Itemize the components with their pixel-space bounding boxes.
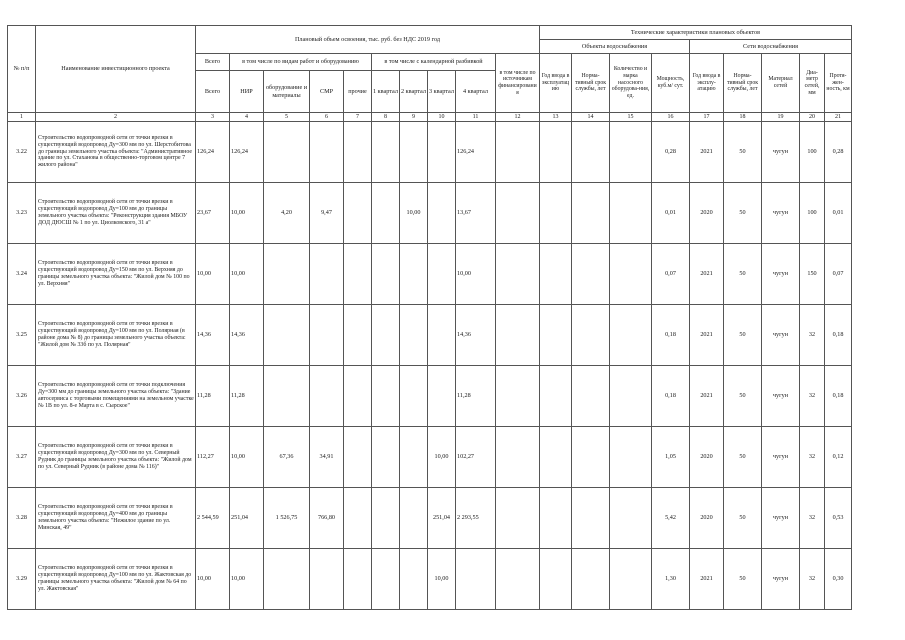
cell-pump: [610, 244, 652, 305]
table-row: [8, 366, 852, 427]
cell-nir: 126,24: [230, 122, 264, 183]
cell-name: Строительство водопроводной сети от точки врезки в существующий водопровод Ду=400 мм до границы земельного участка объекта: "Нежилое здание по ул. Минская, 49": [36, 488, 196, 549]
cell-smr: [310, 366, 344, 427]
header-planned-volume: Плановый объем освоения, тыс. руб. без НДС 2019 год: [196, 26, 540, 54]
header-number: № п/п: [8, 26, 36, 113]
cell-q1: [372, 183, 400, 244]
cell-mat: чугун: [762, 366, 800, 427]
cell-pump: [610, 122, 652, 183]
header-tech-characteristics: Технические характеристики плановых объектов: [540, 26, 852, 40]
cell-q3: [428, 244, 456, 305]
cell-n_year: 2020: [690, 183, 724, 244]
cell-pump: [610, 549, 652, 610]
header-nir: НИР: [230, 71, 264, 113]
cell-cap: 0,01: [652, 183, 690, 244]
column-index: 16: [652, 113, 690, 122]
cell-num: 3.25: [8, 305, 36, 366]
cell-source: [496, 488, 540, 549]
cell-n_year: 2021: [690, 549, 724, 610]
cell-pump: [610, 488, 652, 549]
cell-num: 3.29: [8, 549, 36, 610]
table-row: [8, 244, 852, 305]
header-capacity: Мощность, куб.м/ сут.: [652, 54, 690, 113]
cell-q1: [372, 427, 400, 488]
cell-nir: 10,00: [230, 183, 264, 244]
cell-source: [496, 366, 540, 427]
column-index: 21: [825, 113, 852, 122]
cell-smr: 9,47: [310, 183, 344, 244]
cell-len: 0,18: [825, 305, 852, 366]
cell-q2: [400, 366, 428, 427]
cell-pump: [610, 366, 652, 427]
cell-num: 3.26: [8, 366, 36, 427]
cell-y_in: [540, 244, 572, 305]
cell-n_norm: 50: [724, 244, 762, 305]
column-index: 10: [428, 113, 456, 122]
cell-total: 112,27: [196, 427, 230, 488]
cell-name: Строительство водопроводной сети от точки врезки в существующий водопровод Ду=100 мм до границы земельного участка объекта: "Реконструкция здания МБОУ ДОД ДЮСШ № 1 по ул. Циолковского, 31 а": [36, 183, 196, 244]
cell-y_in: [540, 488, 572, 549]
table-row: [8, 183, 852, 244]
cell-num: 3.22: [8, 122, 36, 183]
cell-q1: [372, 244, 400, 305]
cell-smr: [310, 244, 344, 305]
cell-n_year: 2020: [690, 427, 724, 488]
cell-len: 0,01: [825, 183, 852, 244]
cell-mat: чугун: [762, 305, 800, 366]
column-index: 19: [762, 113, 800, 122]
cell-mat: чугун: [762, 427, 800, 488]
cell-q2: [400, 427, 428, 488]
cell-cap: 1,05: [652, 427, 690, 488]
cell-len: 0,30: [825, 549, 852, 610]
header-q2: 2 квартал: [400, 71, 428, 113]
cell-source: [496, 427, 540, 488]
cell-diam: 32: [800, 305, 825, 366]
cell-cap: 0,18: [652, 366, 690, 427]
column-index: 11: [456, 113, 496, 122]
cell-norm: [572, 427, 610, 488]
cell-len: 0,07: [825, 244, 852, 305]
cell-equip: 1 526,75: [264, 488, 310, 549]
cell-q4: 102,27: [456, 427, 496, 488]
cell-mat: чугун: [762, 488, 800, 549]
cell-name: Строительство водопроводной сети от точки врезки в существующий водопровод Ду=300 мм по ул. Северный Рудник до границы земельного участка объекта: "Жилой дом по ул. Северный Рудник (в районе дома № 116)": [36, 427, 196, 488]
cell-smr: 766,80: [310, 488, 344, 549]
cell-n_year: 2021: [690, 244, 724, 305]
header-material: Материал сетей: [762, 54, 800, 113]
header-other: прочие: [344, 71, 372, 113]
cell-other: [344, 244, 372, 305]
header-by-work-type: в том числе по видам работ и оборудованию: [230, 54, 372, 71]
header-smr: СМР: [310, 71, 344, 113]
cell-y_in: [540, 427, 572, 488]
column-index: 4: [230, 113, 264, 122]
cell-diam: 32: [800, 366, 825, 427]
column-index: 1: [8, 113, 36, 122]
cell-mat: чугун: [762, 244, 800, 305]
header-diameter: Диа-метр сетей, мм: [800, 54, 825, 113]
column-index: 17: [690, 113, 724, 122]
cell-other: [344, 488, 372, 549]
header-equipment: оборудование и материалы: [264, 71, 310, 113]
column-index: 13: [540, 113, 572, 122]
cell-name: Строительство водопроводной сети от точки врезки в существующий водопровод Ду=150 мм по ул. Верхняя до границы земельного участка объекта: "Жилой дом № 100 по ул. Верхняя": [36, 244, 196, 305]
cell-q3: [428, 305, 456, 366]
table-row: [8, 122, 852, 183]
cell-name: Строительство водопроводной сети от точки врезки в существующий водопровод Ду=100 мм по ул. Жактовская до границы земельного участка объекта: "Жилой дом № 64 по ул. Жактовская": [36, 549, 196, 610]
cell-y_in: [540, 183, 572, 244]
cell-source: [496, 122, 540, 183]
header-net-year-in: Год ввода в эксплу-атацию: [690, 54, 724, 113]
cell-equip: [264, 244, 310, 305]
cell-num: 3.28: [8, 488, 36, 549]
cell-nir: 11,28: [230, 366, 264, 427]
cell-n_norm: 50: [724, 366, 762, 427]
cell-norm: [572, 305, 610, 366]
cell-norm: [572, 488, 610, 549]
cell-other: [344, 427, 372, 488]
column-index: 5: [264, 113, 310, 122]
cell-total: 10,00: [196, 244, 230, 305]
cell-smr: [310, 305, 344, 366]
cell-cap: 1,30: [652, 549, 690, 610]
cell-smr: [310, 122, 344, 183]
cell-q4: 10,00: [456, 244, 496, 305]
header-by-source: в том числе по источникам финансирования: [496, 54, 540, 113]
cell-num: 3.27: [8, 427, 36, 488]
cell-source: [496, 183, 540, 244]
cell-q1: [372, 122, 400, 183]
cell-source: [496, 244, 540, 305]
cell-n_year: 2021: [690, 305, 724, 366]
cell-len: 0,12: [825, 427, 852, 488]
cell-y_in: [540, 366, 572, 427]
header-pump-qty: Количество и марка насосного оборудова-ния, ед.: [610, 54, 652, 113]
cell-n_year: 2021: [690, 366, 724, 427]
cell-num: 3.23: [8, 183, 36, 244]
header-water-networks: Сети водоснабжения: [690, 40, 852, 54]
cell-q4: 11,28: [456, 366, 496, 427]
cell-equip: [264, 122, 310, 183]
cell-total: 10,00: [196, 549, 230, 610]
header-net-norm-life: Норма-тивный срок службы, лет: [724, 54, 762, 113]
cell-q1: [372, 305, 400, 366]
cell-nir: 251,04: [230, 488, 264, 549]
cell-other: [344, 122, 372, 183]
header-length: Протя-жен-ность, км: [825, 54, 852, 113]
column-index: 8: [372, 113, 400, 122]
header-total: Всего: [196, 71, 230, 113]
cell-y_in: [540, 305, 572, 366]
cell-name: Строительство водопроводной сети от точки подключения Ду=300 мм до границы земельного участка объекта: "Здание автосервиса с торговыми помещениями на земельном участке № 1В по ул. 8-е Марта в с. Сырское": [36, 366, 196, 427]
cell-norm: [572, 122, 610, 183]
cell-q2: [400, 549, 428, 610]
cell-q3: [428, 122, 456, 183]
cell-n_norm: 50: [724, 122, 762, 183]
cell-cap: 0,07: [652, 244, 690, 305]
cell-norm: [572, 366, 610, 427]
cell-q2: [400, 244, 428, 305]
cell-norm: [572, 183, 610, 244]
column-index: 15: [610, 113, 652, 122]
header-year-in: Год ввода в эксплуатацию: [540, 54, 572, 113]
cell-other: [344, 183, 372, 244]
column-index: 20: [800, 113, 825, 122]
cell-total: 11,28: [196, 366, 230, 427]
table-row: [8, 305, 852, 366]
cell-equip: 67,36: [264, 427, 310, 488]
cell-cap: 0,18: [652, 305, 690, 366]
cell-q1: [372, 549, 400, 610]
cell-mat: чугун: [762, 122, 800, 183]
column-index: 14: [572, 113, 610, 122]
cell-diam: 32: [800, 488, 825, 549]
cell-q4: 14,36: [456, 305, 496, 366]
cell-pump: [610, 305, 652, 366]
cell-num: 3.24: [8, 244, 36, 305]
cell-q3: 251,04: [428, 488, 456, 549]
column-index: 6: [310, 113, 344, 122]
cell-equip: 4,20: [264, 183, 310, 244]
cell-total: 14,36: [196, 305, 230, 366]
header-total-top: Всего: [196, 54, 230, 71]
cell-q1: [372, 366, 400, 427]
cell-mat: чугун: [762, 549, 800, 610]
cell-n_norm: 50: [724, 488, 762, 549]
header-project-name: Наименование инвестиционного проекта: [36, 26, 196, 113]
cell-diam: 150: [800, 244, 825, 305]
cell-source: [496, 549, 540, 610]
cell-pump: [610, 427, 652, 488]
cell-mat: чугун: [762, 183, 800, 244]
cell-nir: 10,00: [230, 549, 264, 610]
cell-n_year: 2020: [690, 488, 724, 549]
cell-equip: [264, 366, 310, 427]
header-by-quarter: в том числе с календарной разбивкой: [372, 54, 496, 71]
cell-n_norm: 50: [724, 305, 762, 366]
cell-y_in: [540, 122, 572, 183]
cell-q4: 13,67: [456, 183, 496, 244]
cell-q2: [400, 305, 428, 366]
cell-q3: 10,00: [428, 549, 456, 610]
cell-norm: [572, 549, 610, 610]
cell-name: Строительство водопроводной сети от точки врезки в существующий водопровод Ду=300 мм по ул. Шерстобитова до границы земельного участка объекта: "Административное здание по ул. Стаханова в общественно-торговом центре 7 жилого района": [36, 122, 196, 183]
cell-len: 0,28: [825, 122, 852, 183]
cell-n_norm: 50: [724, 427, 762, 488]
cell-q2: 10,00: [400, 183, 428, 244]
column-index-row: [8, 113, 852, 122]
column-index: 18: [724, 113, 762, 122]
cell-equip: [264, 305, 310, 366]
cell-len: 0,18: [825, 366, 852, 427]
cell-name: Строительство водопроводной сети от точки врезки в существующий водопровод Ду=100 мм по ул. Полярная (в районе дома № 8) до границы земельного участка объекта: "Жилой дом № 33б по ул. Полярная": [36, 305, 196, 366]
cell-q2: [400, 122, 428, 183]
column-index: 9: [400, 113, 428, 122]
cell-nir: 10,00: [230, 244, 264, 305]
cell-n_year: 2021: [690, 122, 724, 183]
header-q3: 3 квартал: [428, 71, 456, 113]
cell-q3: [428, 366, 456, 427]
header-q1: 1 квартал: [372, 71, 400, 113]
cell-cap: 5,42: [652, 488, 690, 549]
cell-nir: 14,36: [230, 305, 264, 366]
cell-other: [344, 366, 372, 427]
column-index: 2: [36, 113, 196, 122]
column-index: 3: [196, 113, 230, 122]
cell-total: 126,24: [196, 122, 230, 183]
investment-projects-table: [7, 25, 852, 610]
cell-n_norm: 50: [724, 549, 762, 610]
column-index: 7: [344, 113, 372, 122]
cell-source: [496, 305, 540, 366]
cell-diam: 32: [800, 549, 825, 610]
cell-q4: 2 293,55: [456, 488, 496, 549]
cell-q4: [456, 549, 496, 610]
cell-total: 2 544,59: [196, 488, 230, 549]
cell-cap: 0,28: [652, 122, 690, 183]
cell-pump: [610, 183, 652, 244]
cell-other: [344, 305, 372, 366]
cell-other: [344, 549, 372, 610]
header-water-supply-objects: Объекты водоснабжения: [540, 40, 690, 54]
cell-q3: 10,00: [428, 427, 456, 488]
table-row: [8, 427, 852, 488]
header-norm-life: Норма-тивный срок службы, лет: [572, 54, 610, 113]
column-index: 12: [496, 113, 540, 122]
cell-total: 23,67: [196, 183, 230, 244]
cell-nir: 10,00: [230, 427, 264, 488]
table-row: [8, 549, 852, 610]
cell-diam: 100: [800, 122, 825, 183]
cell-norm: [572, 244, 610, 305]
cell-n_norm: 50: [724, 183, 762, 244]
cell-equip: [264, 549, 310, 610]
cell-smr: 34,91: [310, 427, 344, 488]
header-q4: 4 квартал: [456, 71, 496, 113]
cell-y_in: [540, 549, 572, 610]
cell-q3: [428, 183, 456, 244]
table-row: [8, 488, 852, 549]
cell-smr: [310, 549, 344, 610]
cell-len: 0,53: [825, 488, 852, 549]
cell-q4: 126,24: [456, 122, 496, 183]
cell-q2: [400, 488, 428, 549]
cell-q1: [372, 488, 400, 549]
cell-diam: 32: [800, 427, 825, 488]
table-body: [8, 122, 852, 610]
cell-diam: 100: [800, 183, 825, 244]
